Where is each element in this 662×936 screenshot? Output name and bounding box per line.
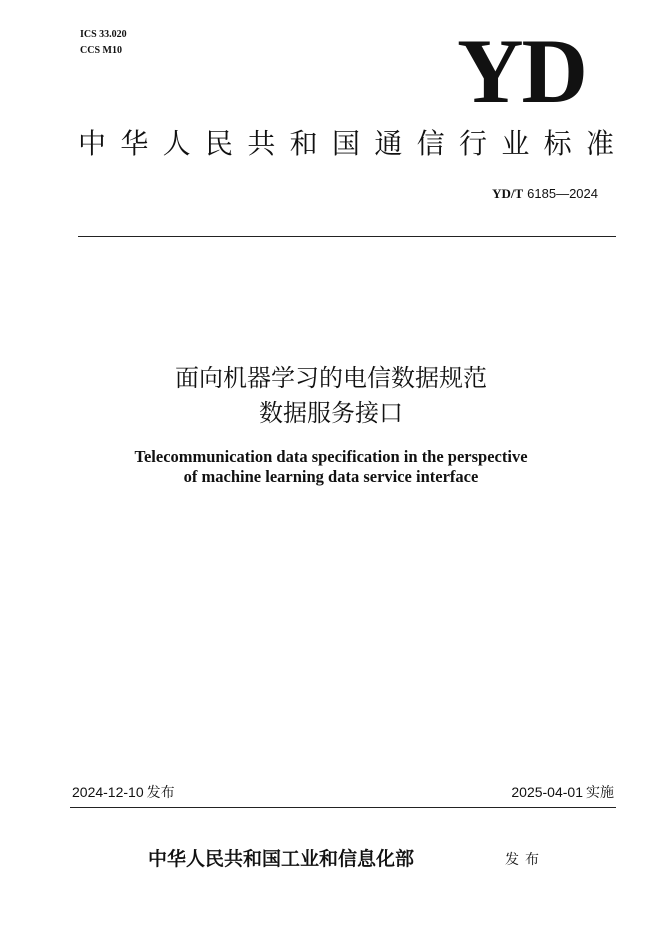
publish-date-label: 发布 bbox=[146, 785, 175, 801]
standard-category-heading: 中华人民共和国通信行业标准 bbox=[78, 127, 626, 160]
publish-date-value: 2024-12-10 bbox=[72, 784, 144, 800]
ccs-code: CCS M10 bbox=[80, 45, 122, 56]
title-chinese-line1: 面向机器学习的电信数据规范 bbox=[175, 364, 487, 392]
ics-code: ICS 33.020 bbox=[80, 29, 127, 40]
implement-date bbox=[511, 783, 614, 802]
bottom-divider bbox=[70, 807, 616, 808]
standard-number-prefix: YD/T bbox=[492, 186, 524, 201]
yd-logo: YD bbox=[457, 20, 586, 122]
standard-number-value: 6185—2024 bbox=[527, 186, 598, 201]
issue-label: 发布 bbox=[505, 852, 545, 868]
publish-date bbox=[72, 783, 175, 802]
implement-date-label: 实施 bbox=[586, 785, 614, 801]
title-english-line2: of machine learning data service interface bbox=[183, 467, 479, 486]
issuing-authority: 中华人民共和国工业和信息化部 bbox=[148, 848, 415, 870]
implement-date-value: 2025-04-01 bbox=[511, 784, 583, 800]
title-chinese-line2: 数据服务接口 bbox=[259, 399, 403, 427]
top-divider bbox=[78, 236, 616, 237]
title-english-line1: Telecommunication data specification in the perspective bbox=[134, 447, 528, 466]
standard-number bbox=[492, 186, 598, 203]
